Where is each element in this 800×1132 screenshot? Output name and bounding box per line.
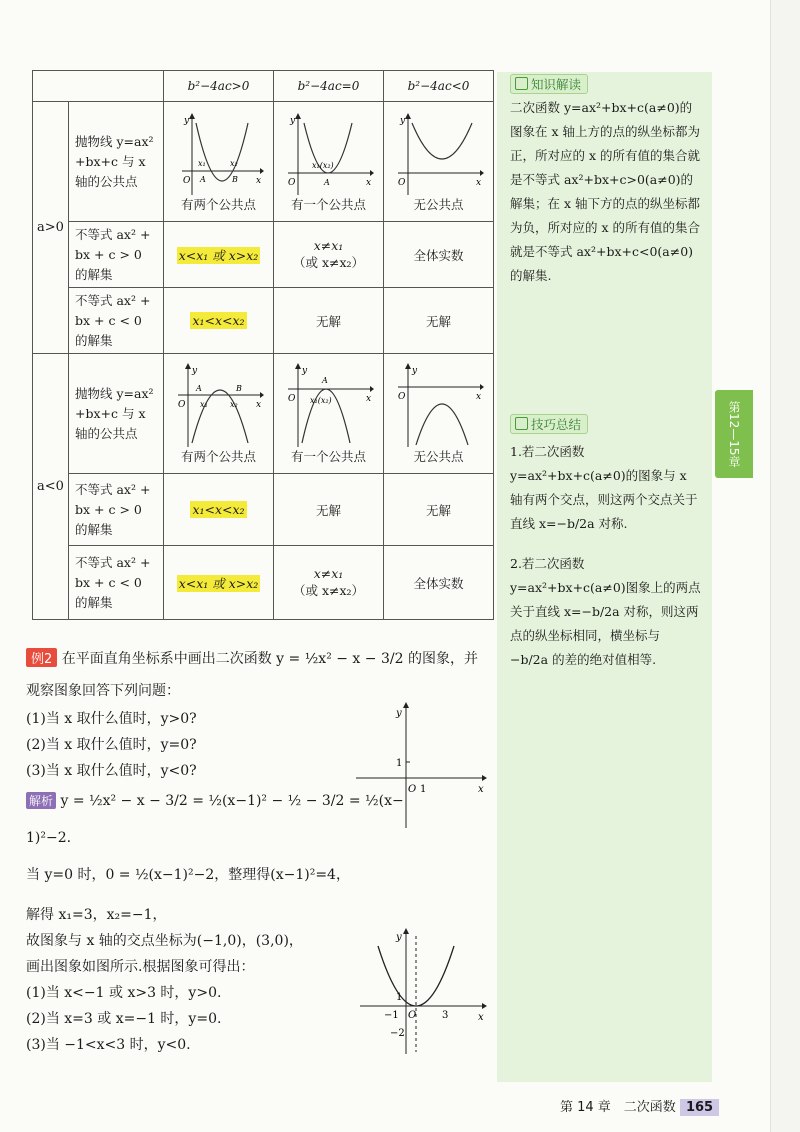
svg-text:x: x <box>478 784 484 795</box>
graph-down-two-roots <box>174 363 264 449</box>
quadratic-inequality-table <box>32 70 494 620</box>
graph-down-one-root <box>284 363 374 449</box>
solution-neq-line2: （或 x≠x₂） <box>292 255 365 270</box>
highlight-solution: x₁<x<x₂ <box>192 502 245 517</box>
svg-text:y: y <box>301 365 307 376</box>
analysis-line-6: 画出图象如图所示.根据图象可得出： <box>26 959 255 975</box>
analysis-line-5: 故图象与 x 轴的交点坐标为(−1,0)，(3,0)， <box>26 933 303 949</box>
analysis-tag: 解析 <box>26 792 56 809</box>
svg-text:B: B <box>235 383 242 393</box>
magnifier-icon <box>515 77 528 90</box>
svg-text:A: A <box>323 177 330 187</box>
row-label-less-neg: 不等式 ax² + bx + c < 0 的解集 <box>69 546 164 620</box>
highlight-solution: x<x₁ 或 x>x₂ <box>178 247 259 263</box>
question-3: (3)当 x 取什么值时，y<0? <box>26 763 197 779</box>
svg-text:O: O <box>408 1010 417 1021</box>
row-label-greater-neg: 不等式 ax² + bx + c > 0 的解集 <box>69 474 164 546</box>
cell-down-none-lt: 全体实数 <box>384 546 494 620</box>
analysis-line-1 <box>26 792 404 809</box>
svg-text:O: O <box>287 177 295 188</box>
page-number: 165 <box>680 1099 719 1116</box>
graph-up-no-root <box>394 111 484 197</box>
svg-text:O: O <box>408 784 417 795</box>
svg-text:x: x <box>475 177 481 188</box>
svg-text:A: A <box>195 383 202 393</box>
cell-up-none-gt: 全体实数 <box>384 222 494 288</box>
svg-text:x: x <box>365 393 371 404</box>
solution-neq-line1: x≠x₁ <box>313 238 344 253</box>
cell-down-two-gt <box>164 474 274 546</box>
svg-text:x: x <box>478 1012 484 1023</box>
svg-text:−2: −2 <box>390 1028 405 1039</box>
svg-text:B: B <box>231 174 238 184</box>
caption-one-point: 有一个公共点 <box>290 196 366 212</box>
svg-text:A: A <box>321 375 328 385</box>
graph-cell-down-two <box>164 354 274 474</box>
cell-up-two-gt <box>164 222 274 288</box>
svg-text:1: 1 <box>420 784 427 795</box>
svg-text:O: O <box>397 177 405 188</box>
svg-text:1: 1 <box>396 992 403 1003</box>
example-tag: 例2 <box>26 648 57 667</box>
svg-text:y: y <box>411 365 417 376</box>
solution-neq-line1: x≠x₁ <box>313 566 344 581</box>
caption-no-point-neg: 无公共点 <box>413 448 464 464</box>
svg-text:1: 1 <box>396 758 403 769</box>
cell-down-one-gt: 无解 <box>274 474 384 546</box>
svg-text:O: O <box>177 399 185 410</box>
svg-text:y: y <box>396 708 402 719</box>
knowledge-text: 二次函数 y=ax²+bx+c(a≠0)的图象在 x 轴上方的点的纵坐标都为正，所对应的 x 的所有值的集合就是不等式 ax²+bx+c>0(a≠0)的解集；在 x 轴下方的点的纵坐标都为负，所对应的 x 的所有值的集合就是不等式 ax²+bx+c<0(a≠0)的解集. <box>510 100 700 283</box>
svg-text:A: A <box>199 174 206 184</box>
highlight-solution: x₁<x<x₂ <box>192 313 245 328</box>
svg-text:O: O <box>182 175 190 186</box>
graph-up-one-root <box>284 111 374 197</box>
svg-text:x₁: x₁ <box>199 399 208 409</box>
answer-1: (1)当 x<−1 或 x>3 时，y>0. <box>26 985 222 1001</box>
graph-down-no-root <box>394 363 484 449</box>
example-stem-text: 在平面直角坐标系中画出二次函数 y = ½x² − x − 3/2 的图象，并 <box>61 651 478 667</box>
example-stem <box>26 648 478 668</box>
row-label-greater: 不等式 ax² + bx + c > 0 的解集 <box>69 222 164 288</box>
graph-cell-up-none <box>384 102 494 222</box>
svg-text:x₂: x₂ <box>229 158 238 168</box>
svg-text:−1: −1 <box>384 1010 399 1021</box>
svg-text:x₁(x₂): x₁(x₂) <box>309 395 332 405</box>
svg-text:y: y <box>191 365 197 376</box>
caption-no-point: 无公共点 <box>413 196 464 212</box>
graph-cell-down-one <box>274 354 384 474</box>
page-edge <box>770 0 800 1132</box>
question-1: (1)当 x 取什么值时，y>0? <box>26 711 197 727</box>
cell-up-one-gt <box>274 222 384 288</box>
example-stem-2: 观察图象回答下列问题： <box>26 683 180 699</box>
a-positive-label: a>0 <box>33 102 69 354</box>
header-discriminant-positive: b²−4ac>0 <box>164 71 274 102</box>
knowledge-heading <box>510 74 588 94</box>
row-label-parabola: 抛物线 y=ax² +bx+c 与 x 轴的公共点 <box>69 102 164 222</box>
cell-down-none-gt: 无解 <box>384 474 494 546</box>
svg-text:O: O <box>287 393 295 404</box>
svg-text:x: x <box>365 177 371 188</box>
cell-up-one-lt: 无解 <box>274 288 384 354</box>
svg-text:x₁(x₂): x₁(x₂) <box>311 160 334 170</box>
solution-parabola-graph <box>356 926 492 1056</box>
svg-text:x: x <box>255 399 261 410</box>
tip-two: 2.若二次函数 y=ax²+bx+c(a≠0)图象上的两点关于直线 x=−b/2a 对称，则这两点的纵坐标相同，横坐标与 −b/2a 的差的绝对值相等. <box>510 556 701 667</box>
analysis-line-4: 解得 x₁=3，x₂=−1， <box>26 907 167 923</box>
answer-3: (3)当 −1<x<3 时，y<0. <box>26 1037 191 1053</box>
header-discriminant-negative: b²−4ac<0 <box>384 71 494 102</box>
blank-coordinate-grid <box>352 700 492 830</box>
cell-down-two-lt <box>164 546 274 620</box>
row-label-less: 不等式 ax² + bx + c < 0 的解集 <box>69 288 164 354</box>
cell-up-none-lt: 无解 <box>384 288 494 354</box>
caption-two-points-neg: 有两个公共点 <box>180 448 256 464</box>
svg-text:y: y <box>396 932 402 943</box>
header-discriminant-zero: b²−4ac=0 <box>274 71 384 102</box>
footer-chapter: 第 14 章 二次函数 <box>560 1100 676 1115</box>
svg-text:x₂: x₂ <box>229 399 238 409</box>
svg-text:x₁: x₁ <box>197 158 206 168</box>
row-label-parabola-neg: 抛物线 y=ax² +bx+c 与 x 轴的公共点 <box>69 354 164 474</box>
svg-text:x: x <box>255 175 261 186</box>
a-negative-label: a<0 <box>33 354 69 620</box>
cell-up-two-lt <box>164 288 274 354</box>
svg-text:y: y <box>183 115 189 126</box>
tips-title: 技巧总结 <box>531 417 582 432</box>
svg-text:3: 3 <box>442 1010 449 1021</box>
analysis-line-2: 1)²−2. <box>26 830 72 846</box>
graph-up-two-roots <box>174 111 264 197</box>
corner-cell <box>33 71 164 102</box>
knowledge-title: 知识解读 <box>531 77 582 92</box>
tips-heading <box>510 414 588 434</box>
page-footer <box>560 1096 719 1115</box>
svg-text:y: y <box>289 115 295 126</box>
highlight-solution: x<x₁ 或 x>x₂ <box>178 575 259 591</box>
cell-down-one-lt <box>274 546 384 620</box>
caption-one-point-neg: 有一个公共点 <box>290 448 366 464</box>
tip-one: 1.若二次函数 y=ax²+bx+c(a≠0)的图象与 x 轴有两个交点，则这两个交点关于直线 x=−b/2a 对称. <box>510 444 698 531</box>
caption-two-points: 有两个公共点 <box>180 196 256 212</box>
graph-cell-up-one <box>274 102 384 222</box>
answer-2: (2)当 x=3 或 x=−1 时，y=0. <box>26 1011 222 1027</box>
svg-text:O: O <box>397 391 405 402</box>
graph-cell-down-none <box>384 354 494 474</box>
lightbulb-icon <box>515 417 528 430</box>
analysis-l1-text: y = ½x² − x − 3/2 = ½(x−1)² − ½ − 3/2 = ½(x− <box>60 793 404 809</box>
svg-text:x: x <box>475 391 481 402</box>
solution-neq-line2: （或 x≠x₂） <box>292 583 365 598</box>
graph-cell-up-two <box>164 102 274 222</box>
question-2: (2)当 x 取什么值时，y=0? <box>26 737 197 753</box>
analysis-line-3: 当 y=0 时，0 = ½(x−1)²−2，整理得(x−1)²=4， <box>26 867 350 883</box>
chapter-tab[interactable]: 第12—15章 <box>715 390 753 478</box>
svg-text:y: y <box>399 115 405 126</box>
